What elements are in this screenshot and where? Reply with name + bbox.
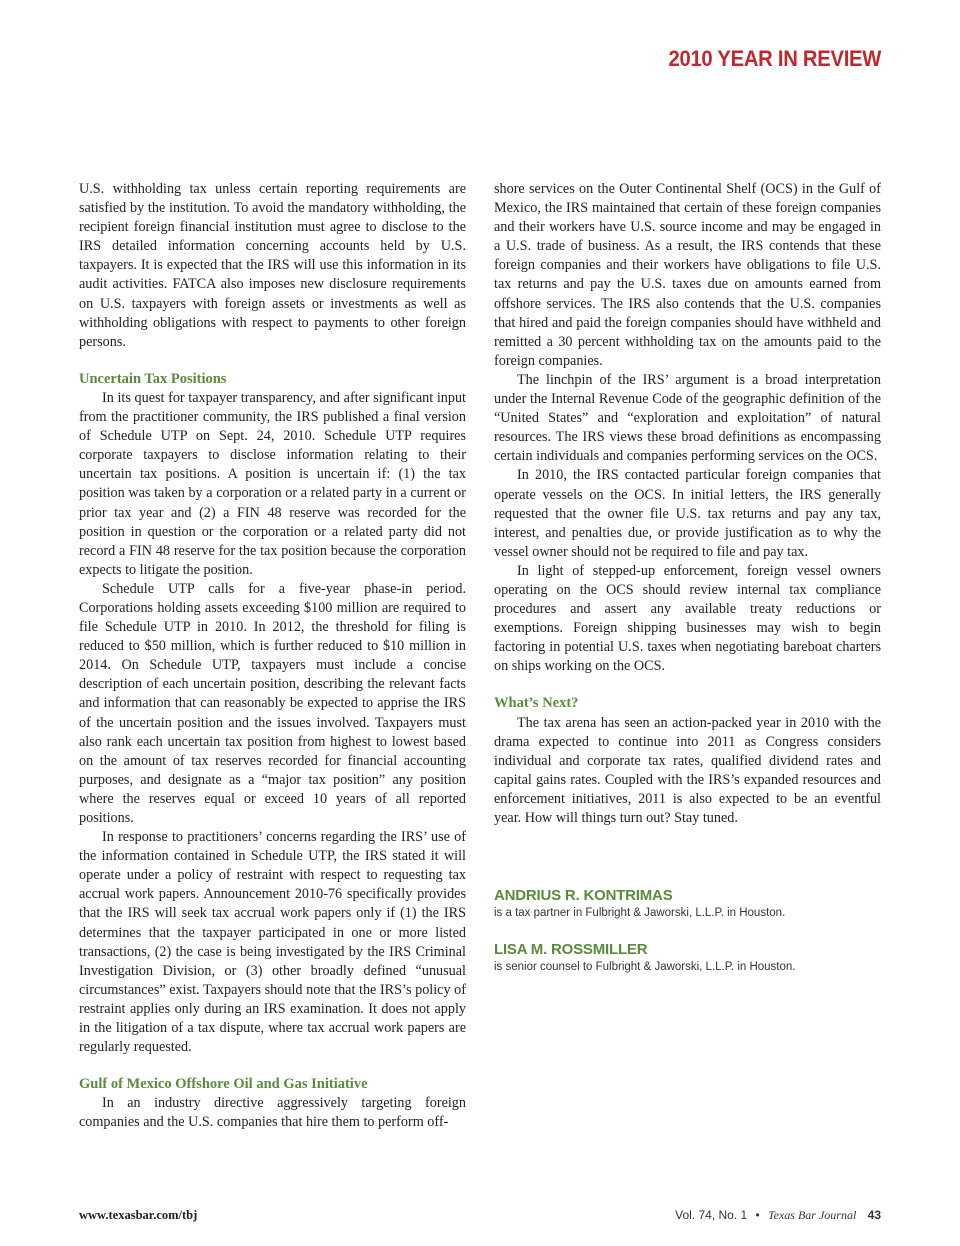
paragraph: U.S. withholding tax unless certain reporting requirements are satisfied by the institution. To avoid the mandatory withholding, the recipient foreign financial institution must agree to disclose to the IRS detailed information concerning accounts held by U.S. taxpayers. It is expected that the IRS will use this information in its audit activities. FATCA also imposes new disclosure requirements on U.S. taxpayers with foreign assets or investments as well as withholding obligations with respect to payments to other foreign persons. (79, 181, 466, 350)
author-description: is senior counsel to Fulbright & Jaworski, L.L.P. in Houston. (494, 961, 796, 973)
paragraph: The tax arena has seen an action-packed year in 2010 with the drama expected to continue into 2011 as Congress considers individual and corporate tax rates, qualified dividend rates and capital gains rates. Coupled with the IRS’s expanded resources and enforcement initiatives, 2011 is also expected to be an eventful year. How will things turn out? Stay tuned. (494, 714, 881, 826)
right-column (494, 180, 881, 828)
author-bio (494, 941, 881, 973)
author-bio (494, 887, 881, 919)
footer-publication-info (675, 1208, 881, 1223)
paragraph: Schedule UTP calls for a five-year phase-in period. Corporations holding assets exceeding $100 million are required to file Schedule UTP in 2010. In 2012, the threshold for filing is reduced to $50 million, which is further reduced to $10 million in 2014. On Schedule UTP, taxpayers must include a concise description of each uncertain position, describing the relevant facts and information that can reasonably be expected to apprise the IRS of the uncertain position and the issues involved. Taxpayers must also rank each uncertain tax position from highest to lowest based on the amount of tax reserves recorded for financial accounting purposes, and designate as a “major tax position” any position where the reserves equal or exceed 10 years of all reported positions. (79, 580, 466, 826)
paragraph: In its quest for taxpayer transparency, and after significant input from the practitioner community, the IRS published a final version of Schedule UTP on Sept. 24, 2010. Schedule UTP requires corporate taxpayers to disclose information relating to their uncertain tax positions. A position is uncertain if: (1) the tax position was taken by a corporation or a related party in a current or prior tax year and (2) a FIN 48 reserve was recorded for the position in question or the corporation or a related party did not record a FIN 48 reserve for the tax position because the corporation expects to litigate the position. (79, 389, 466, 578)
section-heading-uncertain-tax: Uncertain Tax Positions (79, 370, 227, 387)
section-heading-whats-next: What’s Next? (494, 695, 579, 712)
footer-url[interactable]: www.texasbar.com/tbj (79, 1208, 198, 1222)
volume-number: Vol. 74, No. 1 (675, 1208, 748, 1222)
section-header: 2010 YEAR IN REVIEW (668, 46, 881, 71)
paragraph: In light of stepped-up enforcement, foreign vessel owners operating on the OCS should review internal tax compliance procedures and assert any available treaty reductions or exemptions. Foreign shipping businesses may wish to begin factoring in potential U.S. taxes when negotiating bareboat charters on ships working on the OCS. (494, 562, 881, 675)
page-number: 43 (867, 1208, 881, 1222)
paragraph: In 2010, the IRS contacted particular foreign companies that operate vessels on the OCS. In initial letters, the IRS generally requested that the owner file U.S. tax returns and pay any tax, interest, and penalties due, or provide justification as to why the vessel owner should not be required to file and pay tax. (494, 467, 881, 560)
section-heading-gulf-of-mexico: Gulf of Mexico Offshore Oil and Gas Initiative (79, 1076, 368, 1093)
author-name: ANDRIUS R. KONTRIMAS (494, 887, 673, 904)
paragraph: In an industry directive aggressively targeting foreign companies and the U.S. companies that hire them to perform off- (79, 1095, 466, 1131)
paragraph: The linchpin of the IRS’ argument is a broad interpretation under the Internal Revenue Code of the geographic definition of the “United States” and “exploration and exploitation” of natural resources. The IRS views these broad definitions as encompassing certain individuals and companies performing services on the OCS. (494, 371, 881, 465)
author-description: is a tax partner in Fulbright & Jaworski, L.L.P. in Houston. (494, 907, 786, 919)
journal-name: Texas Bar Journal (768, 1208, 857, 1222)
author-name: LISA M. ROSSMILLER (494, 941, 648, 958)
separator-bullet: • (755, 1208, 760, 1222)
paragraph: In response to practitioners’ concerns regarding the IRS’ use of the information contained in Schedule UTP, the IRS stated it will operate under a policy of restraint with respect to requesting tax accrual work papers. Announcement 2010-76 specifically provides that the IRS will seek tax accrual work papers only if (1) the IRS determines that the taxpayer participated in one or more listed transactions, (2) the case is being investigated by the IRS Criminal Investigation Division, or (3) other broadly defined “unusual circumstances” exist. Taxpayers should note that the IRS’s policy of restraint applies only during an IRS examination. It does not apply in the litigation of a tax dispute, where tax accrual work papers are regularly requested. (79, 829, 466, 1056)
left-column (79, 180, 466, 1133)
paragraph: shore services on the Outer Continental Shelf (OCS) in the Gulf of Mexico, the IRS maintained that certain of these foreign companies and their workers have U.S. source income and may be engaged in a U.S. trade of business. As a result, the IRS contends that these foreign companies and their workers have obligations to file U.S. tax returns and pay the U.S. taxes due on amounts earned from offshore services. The IRS also contends that the U.S. companies that hired and paid the foreign companies should have withheld and remitted a 30 percent withholding tax on the amounts paid to the foreign companies. (494, 181, 881, 369)
